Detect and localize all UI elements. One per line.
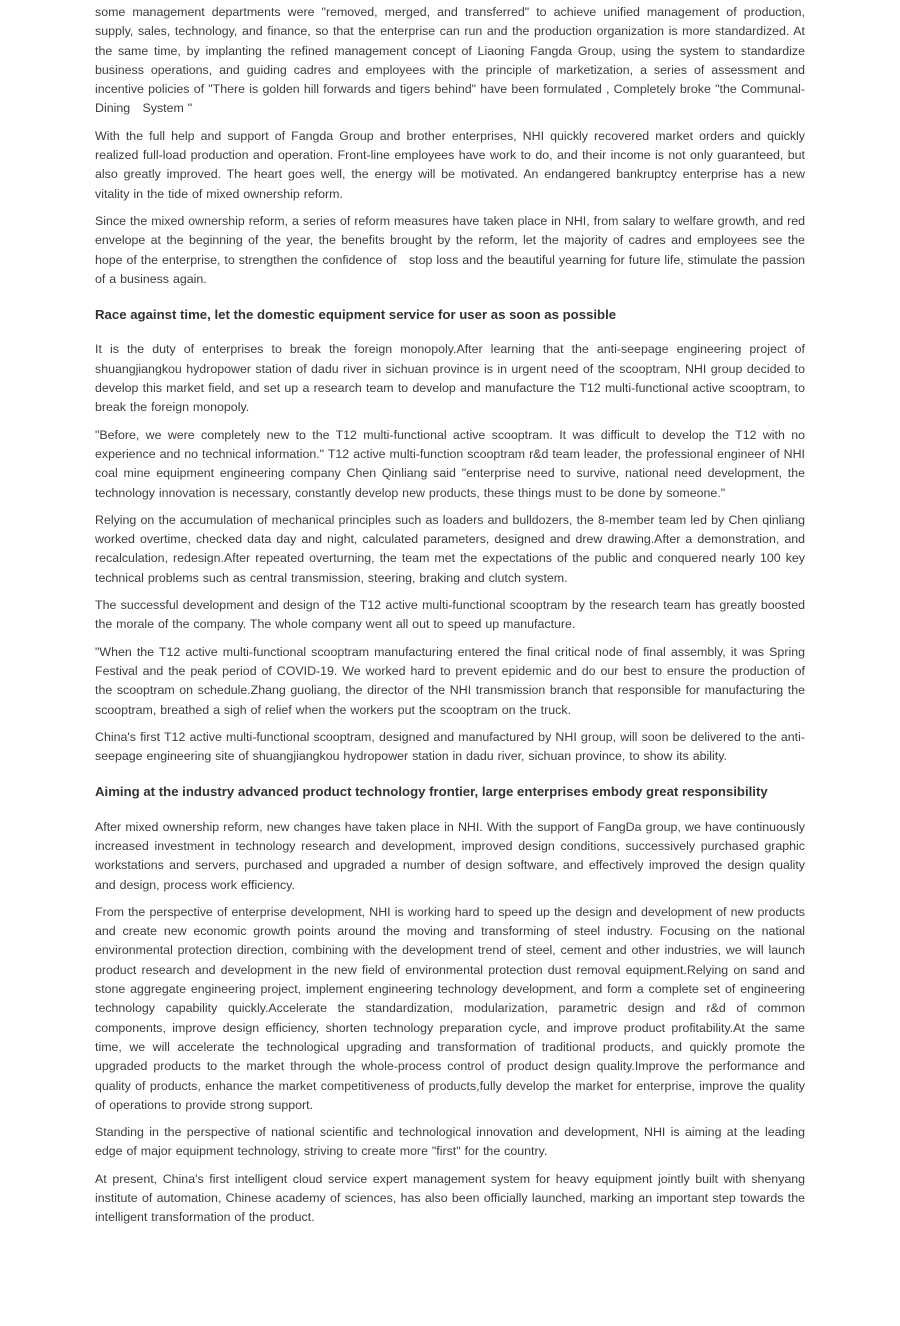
body-paragraph-new-products-development: From the perspective of enterprise development, NHI is working hard to speed up the design and development of new products and create new economic growth points around the moving and transforming of steel industry. Focusing on the national environmental protection direction, combining with the development trend of steel, cement and other industries, we will launch product research and development in the new field of environmental protection dust removal equipment.Relying on sand and stone aggregate engineering project, implement engineering technology development, and form a complete set of engineering technology capability quickly.Accelerate the standardization, modularization, parametric design and r&d of common components, improve design efficiency, shorten technology preparation cycle, and improve product profitability.At the same time, we will accelerate the technological upgrading and transformation of traditional products, and quickly promote the upgraded products to the market through the whole-process control of product design quality.Improve the performance and quality of products, enhance the market competitiveness of products,fully develop the market for enterprise, improve the quality of operations to provide strong support. <box>95 904 805 1112</box>
body-paragraph-management-departments: some management departments were "removed, merged, and transferred" to achieve unified management of production, supply, sales, technology, and finance, so that the enterprise can run and the production organization is more standardized. At the same time, by implanting the refined management concept of Liaoning Fangda Group, using the system to standardize business operations, and guiding cadres and employees with the principle of marketization, a series of assessment and incentive policies of "There is golden hill forwards and tigers behind" have been formulated , Completely broke "the Communal-Dining System " <box>95 5 805 116</box>
body-paragraph-increased-investment: After mixed ownership reform, new changes have taken place in NHI. With the support of FangDa group, we have continuously increased investment in technology research and development, improved design conditions, successively purchased graphic workstations and servers, purchased and upgraded a number of design software, and effectively improved the design quality and design, process work efficiency. <box>95 819 805 892</box>
body-paragraph-morale-boost: The successful development and design of the T12 active multi-functional scooptram by the research team has greatly boosted the morale of the company. The whole company went all out to speed up manufacture. <box>95 598 805 632</box>
body-paragraph-rd-team-work: Relying on the accumulation of mechanical principles such as loaders and bulldozers, the 8-member team led by Chen qinliang worked overtime, checked data day and night, calculated parameters, designed and drew drawing.After a demonstration, and recalculation, redesign.After repeated overturning, the team met the expectations of the public and conquered nearly 100 key technical problems such as central transmission, steering, braking and clutch system. <box>95 512 805 585</box>
section-heading-aiming-at-industry-frontier: Aiming at the industry advanced product technology frontier, large enterprises embody great responsibility <box>95 784 768 800</box>
body-paragraph-national-innovation: Standing in the perspective of national scientific and technological innovation and development, NHI is aiming at the leading edge of major equipment technology, striving to create more "first" for the country. <box>95 1125 805 1159</box>
body-paragraph-final-assembly: "When the T12 active multi-functional scooptram manufacturing entered the final critical node of final assembly, it was Spring Festival and the peak period of COVID-19. We worked hard to prevent epidemic and do our best to ensure the production of the scooptram on schedule.Zhang guoliang, the director of the NHI transmission branch that responsible for manufacturing the scooptram, breathed a sigh of relief when the workers put the scooptram on the truck. <box>95 644 805 717</box>
body-paragraph-fangda-support: With the full help and support of Fangda Group and brother enterprises, NHI quickly recovered market orders and quickly realized full-load production and operation. Front-line employees have work to do, and their income is not only guaranteed, but also greatly improved. The heart goes well, the energy will be motivated. An endangered bankruptcy enterprise has a new vitality in the tide of mixed ownership reform. <box>95 128 805 201</box>
body-paragraph-cloud-service-system: At present, China's first intelligent cloud service expert management system for heavy equipment jointly built with shenyang institute of automation, Chinese academy of sciences, has also been officially launched, marking an important step towards the intelligent transformation of the product. <box>95 1171 805 1225</box>
body-paragraph-break-monopoly: It is the duty of enterprises to break the foreign monopoly.After learning that the anti-seepage engineering project of shuangjiangkou hydropower station of dadu river in sichuan province is in urgent need of the scooptram, NHI group decided to develop this market field, and set up a research team to develop and manufacture the T12 multi-functional active scooptram, to break the foreign monopoly. <box>95 342 805 415</box>
body-paragraph-first-t12-delivery: China's first T12 active multi-functional scooptram, designed and manufactured by NHI group, will soon be delivered to the anti-seepage engineering site of shuangjiangkou hydropower station in dadu river, sichuan province, to show its ability. <box>95 729 805 764</box>
section-heading-race-against-time: Race against time, let the domestic equipment service for user as soon as possible <box>95 307 617 323</box>
body-paragraph-chen-qinliang-quote: "Before, we were completely new to the T12 multi-functional active scooptram. It was difficult to develop the T12 with no experience and no technical information." T12 active multi-function scooptram r&d team leader, the professional engineer of NHI coal mine equipment engineering company Chen Qinliang said "enterprise need to survive, national need development, the technology innovation is necessary, constantly develop new products, these things must to be done by someone." <box>95 427 805 500</box>
body-paragraph-reform-measures: Since the mixed ownership reform, a series of reform measures have taken place in NHI, from salary to welfare growth, and red envelope at the beginning of the year, the benefits brought by the reform, let the majority of cadres and employees see the hope of the enterprise, to strengthen the confidence of stop loss and the beautiful yearning for future life, stimulate the passion of a business again. <box>95 213 805 286</box>
